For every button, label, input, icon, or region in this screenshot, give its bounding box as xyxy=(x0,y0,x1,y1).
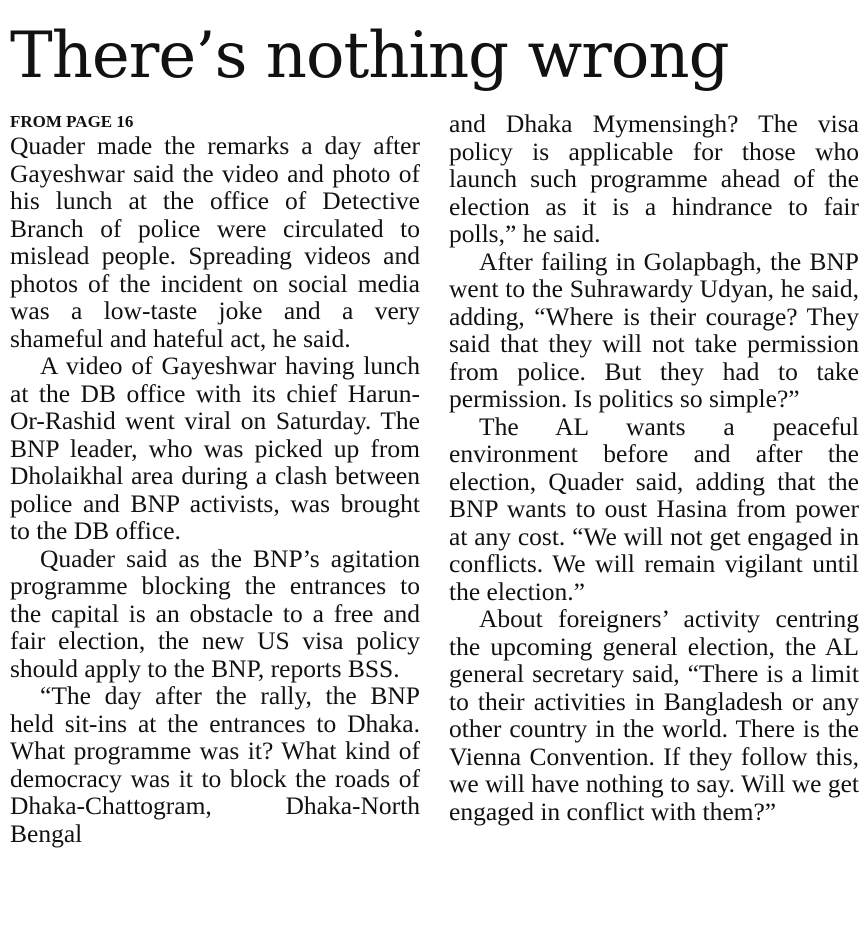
continuation-kicker: FROM PAGE 16 xyxy=(10,112,134,131)
paragraph: The AL wants a peaceful environment before and after the election, Quader said, adding that the BNP wants to oust Hasina from power at any cost. “We will not get engaged in conflicts. We will remain vigilant until the election.” xyxy=(449,411,859,606)
article-column-left xyxy=(10,110,420,847)
paragraph: Quader said as the BNP’s agitation programme blocking the entrances to the capital is an obstacle to a free and fair election, the new US visa policy should apply to the BNP, reports BSS. xyxy=(10,543,420,683)
paragraph: A video of Gayeshwar having lunch at the DB office with its chief Harun-Or-Rashid went viral on Saturday. The BNP leader, who was picked up from Dholaikhal area during a clash between police and BNP activists, was brought to the DB office. xyxy=(10,351,420,545)
paragraph: and Dhaka Mymensingh? The visa policy is applicable for those who launch such programme ahead of the election as it is a hindrance to fair polls,” he said. xyxy=(449,109,859,248)
paragraph: After failing in Golapbagh, the BNP went to the Suhrawardy Udyan, he said, adding, “Where is their courage? They said that they will not take permission from police. But they had to take permission. Is politics so simple?” xyxy=(449,246,859,413)
paragraph: Quader made the remarks a day after Gayeshwar said the video and photo of his lunch at the office of Detective Branch of police were circulated to mislead people. Spreading videos and photos of the incident on social media was a low-taste joke and a very shameful and hateful act, he said. xyxy=(10,131,420,353)
paragraph: About foreigners’ activity centring the upcoming general election, the AL general secretary said, “There is a limit to their activities in Bangladesh or any other country in the world. There is the Vienna Convention. If they follow this, we will have nothing to say. Will we get engaged in conflict with them?” xyxy=(449,604,859,826)
paragraph: “The day after the rally, the BNP held sit-ins at the entrances to Dhaka. What programme was it? What kind of democracy was it to block the roads of Dhaka-Chattogram, Dhaka-North Bengal xyxy=(10,681,420,848)
article-column-right xyxy=(449,110,859,825)
headline: There’s nothing wrong xyxy=(10,19,729,93)
